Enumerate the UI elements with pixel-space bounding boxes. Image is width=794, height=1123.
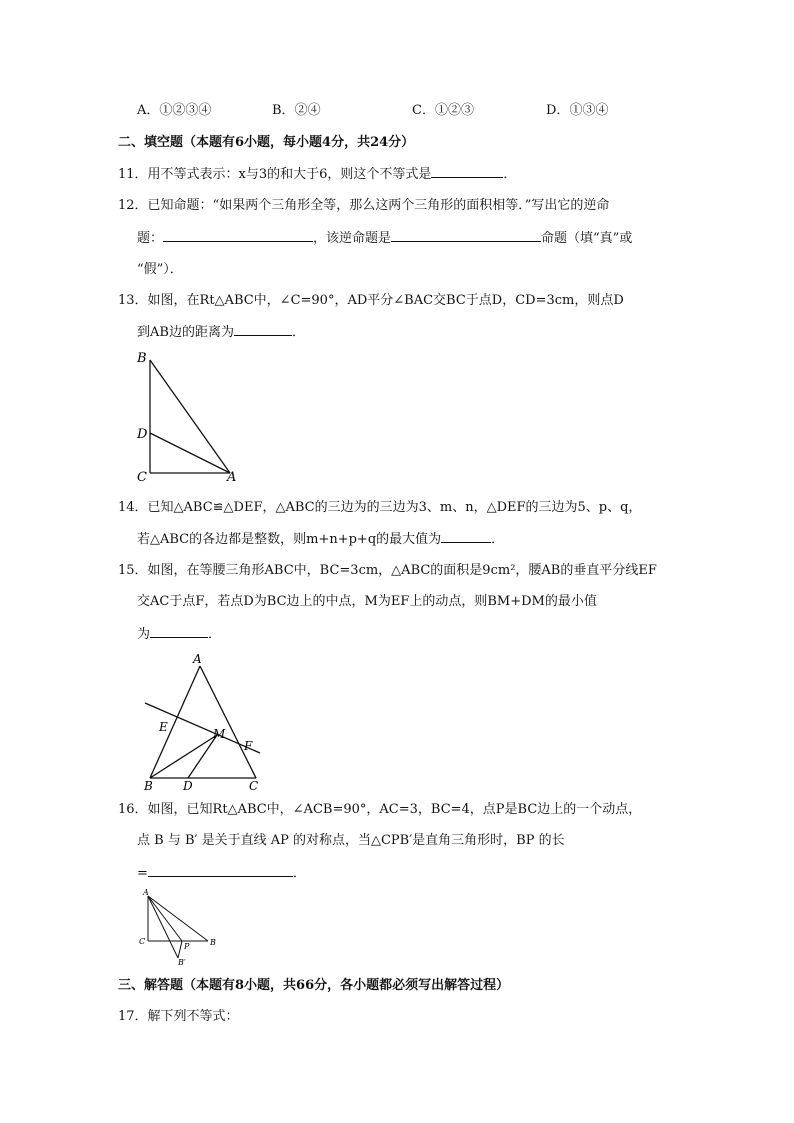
- q11-answer-blank[interactable]: [431, 165, 503, 178]
- q16-label-c: C: [139, 937, 146, 946]
- q12-line3: “假”）．: [137, 262, 183, 277]
- option-c: C．①②③: [412, 103, 474, 118]
- q13-line2-text: 到AB边的距离为: [137, 325, 234, 340]
- q15-label-e: E: [159, 720, 168, 734]
- q12-line2b: ，该逆命题是: [313, 231, 392, 246]
- q16-line3-text: =: [137, 866, 148, 881]
- q13-answer-blank[interactable]: [234, 323, 292, 336]
- q15-label-f: F: [244, 739, 253, 753]
- q11-text: 11．用不等式表示：x与3的和大于6，则这个不等式是: [118, 167, 432, 182]
- q16-end: ．: [292, 866, 306, 881]
- q15-line2: 交AC于点F，若点D为BC边上的中点，M为EF上的动点，则BM+DM的最小值: [137, 594, 597, 609]
- q12-line1: 12．已知命题：“如果两个三角形全等，那么这两个三角形的面积相等．”写出它的逆命: [118, 198, 610, 213]
- q14-answer-blank[interactable]: [441, 530, 491, 543]
- q15-answer-blank[interactable]: [150, 625, 208, 638]
- question-11: [118, 165, 516, 184]
- option-b: B．②④: [272, 103, 321, 118]
- q16-line2: 点 B 与 B′ 是关于直线 AP 的对称点，当△CPB′是直角三角形时，BP 的长: [137, 833, 565, 848]
- q15-label-a: A: [193, 652, 202, 666]
- q15-figure: [140, 650, 280, 795]
- question-17: 17．解下列不等式：: [118, 1009, 239, 1024]
- q11-end: ．: [503, 167, 517, 182]
- q15-end: ．: [208, 627, 222, 642]
- q13-line2: [137, 323, 305, 342]
- q16-label-p: P: [184, 942, 190, 951]
- q12-line2: [137, 229, 632, 248]
- q13-figure: [130, 345, 250, 485]
- section-2-title: 二、填空题（本题有6小题，每小题4分，共24分）: [118, 135, 415, 150]
- q12-line2a: 题：: [137, 231, 164, 246]
- q12-truth-blank[interactable]: [391, 229, 541, 242]
- q16-answer-blank[interactable]: [148, 864, 293, 877]
- q16-line3: [137, 864, 306, 883]
- q15-line1: 15．如图，在等腰三角形ABC中，BC=3cm，△ABC的面积是9cm²，腰AB的垂直平分线EF: [118, 563, 657, 578]
- q16-label-a: A: [143, 888, 149, 897]
- q16-label-b: B: [210, 938, 216, 947]
- q16-figure: [138, 888, 228, 968]
- q12-converse-blank[interactable]: [163, 229, 313, 242]
- section-3-title: 三、解答题（本题有8小题，共66分，各小题都必须写出解答过程）: [118, 978, 510, 993]
- q12-line2c: 命题（填“真”或: [541, 231, 633, 246]
- q13-end: ．: [291, 325, 305, 340]
- q14-line2: [137, 530, 504, 549]
- q15-label-c: C: [249, 779, 259, 793]
- q16-label-b-prime: B′: [178, 958, 186, 967]
- q15-label-b: B: [144, 779, 153, 793]
- q13-label-c: C: [137, 470, 147, 485]
- q15-line3-text: 为: [137, 627, 151, 642]
- q13-label-d: D: [137, 427, 148, 442]
- q13-label-a: A: [227, 470, 237, 485]
- q14-line2-text: 若△ABC的各边都是整数，则m+n+p+q的最大值为: [137, 532, 442, 547]
- q16-line1: 16．如图，已知Rt△ABC中，∠ACB=90°，AC=3，BC=4，点P是BC边上的一个动点，: [118, 802, 642, 817]
- q15-label-m: M: [213, 727, 226, 741]
- q15-label-d: D: [183, 779, 193, 793]
- option-a: A．①②③④: [137, 103, 212, 118]
- q13-line1: 13．如图，在Rt△ABC中，∠C=90°，AD平分∠BAC交BC于点D，CD=3cm，则点D: [118, 293, 624, 308]
- q15-line3: [137, 625, 221, 644]
- q13-label-b: B: [137, 351, 147, 366]
- q14-line1: 14．已知△ABC≌△DEF，△ABC的三边为的三边为3、m、n，△DEF的三边为5、p、q，: [118, 500, 642, 515]
- q14-end: ．: [491, 532, 505, 547]
- option-d: D．①③④: [546, 103, 609, 118]
